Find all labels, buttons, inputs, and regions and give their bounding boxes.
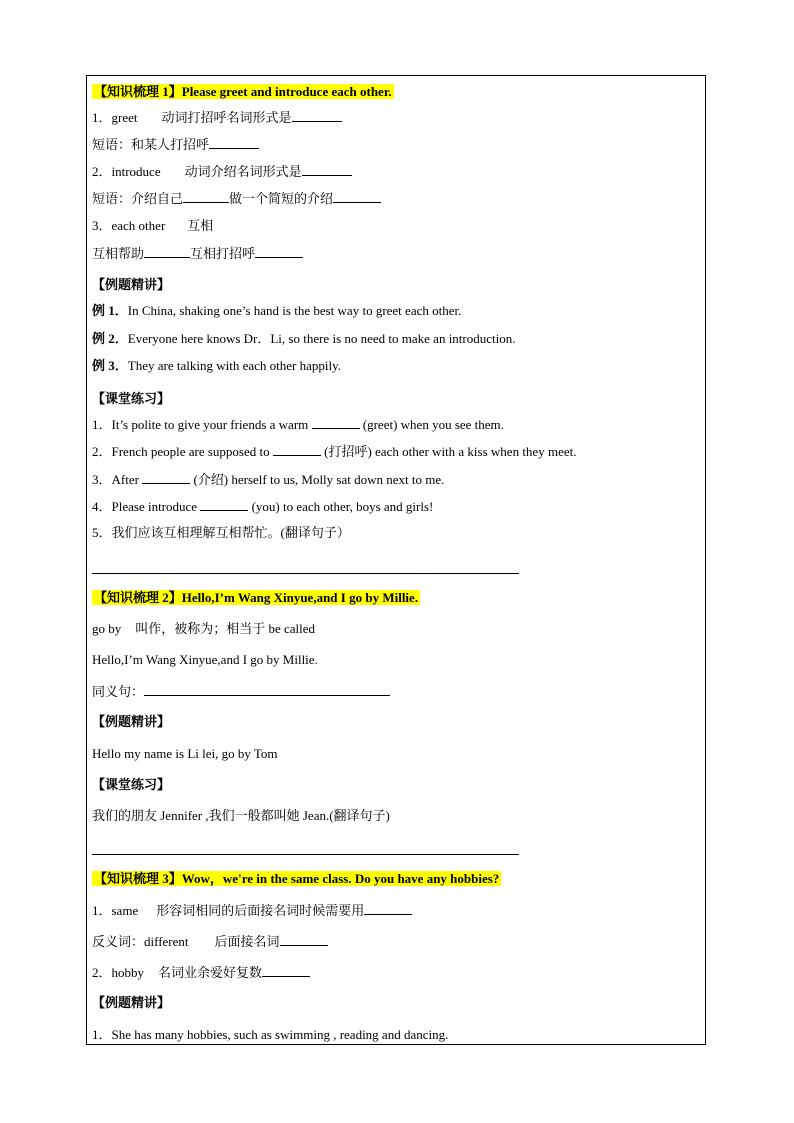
s1-example-heading: 【例题精讲】: [92, 277, 171, 292]
s3-line-3: 2．hobby 名词业余爱好复数: [92, 963, 310, 982]
s1-example-2: 例 2．Everyone here knows Dr．Li, so there is no need to make an introduction.: [92, 331, 516, 346]
s2-example-heading: 【例题精讲】: [92, 714, 171, 729]
s1-line-1: 1．greet 动词打招呼名词形式是: [92, 108, 342, 127]
s1-line-2: 短语：和某人打招呼: [92, 135, 259, 154]
answer-line[interactable]: [92, 854, 519, 855]
s1-practice-5: 5．我们应该互相理解互相帮忙。(翻译句子）: [92, 525, 350, 540]
s3-line-1: 1．same 形容词相同的后面接名词时候需要用: [92, 901, 412, 920]
section-3-title: 【知识梳理 3】Wow，we're in the same class. Do you have any hobbies?: [94, 871, 500, 886]
s1-line-4: 短语：介绍自己 做一个简短的介绍: [92, 189, 381, 208]
s2-practice-heading: 【课堂练习】: [92, 777, 171, 792]
s1-practice-4: 4．Please introduce (you) to each other, boys and girls!: [92, 499, 434, 514]
s1-example-1: 例 1．In China, shaking one’s hand is the best way to greet each other.: [92, 303, 462, 318]
section-2-title: 【知识梳理 2】Hello,I’m Wang Xinyue,and I go by Millie.: [94, 590, 419, 605]
s2-example-1: Hello my name is Li lei, go by Tom: [92, 746, 278, 761]
answer-blank[interactable]: [292, 108, 342, 122]
answer-blank[interactable]: [333, 189, 381, 203]
s2-line-1: go by 叫作，被称为；相当于 be called: [92, 621, 316, 636]
answer-blank[interactable]: [255, 244, 303, 258]
answer-blank[interactable]: [280, 932, 328, 946]
s1-line-3: 2．introduce 动词介绍名词形式是: [92, 162, 352, 181]
s1-example-3: 例 3．They are talking with each other happily.: [92, 358, 341, 373]
s1-practice-heading: 【课堂练习】: [92, 391, 171, 406]
s3-example-1: 1．She has many hobbies, such as swimming , reading and dancing.: [92, 1027, 449, 1042]
answer-blank[interactable]: [209, 135, 259, 149]
s1-practice-1: 1．It’s polite to give your friends a warm (greet) when you see them.: [92, 417, 504, 432]
answer-blank[interactable]: [200, 497, 248, 511]
s3-line-2: 反义词：different 后面接名词: [92, 932, 328, 951]
answer-blank[interactable]: [262, 963, 310, 977]
s2-line-3: 同义句：: [92, 682, 390, 701]
answer-blank[interactable]: [144, 682, 390, 696]
answer-blank[interactable]: [364, 901, 412, 915]
s1-line-6: 互相帮助 互相打招呼: [92, 244, 303, 263]
s1-practice-3: 3．After (介绍) herself to us, Molly sat down next to me.: [92, 472, 445, 487]
answer-blank[interactable]: [144, 244, 190, 258]
s1-line-5: 3．each other 互相: [92, 218, 214, 233]
answer-line[interactable]: [92, 573, 519, 574]
s1-practice-2: 2．French people are supposed to (打招呼) each other with a kiss when they meet.: [92, 444, 577, 459]
s3-example-heading: 【例题精讲】: [92, 995, 171, 1010]
s2-practice-1: 我们的朋友 Jennifer ,我们一般都叫她 Jean.(翻译句子): [92, 808, 390, 823]
answer-blank[interactable]: [273, 442, 321, 456]
answer-blank[interactable]: [302, 162, 352, 176]
section-1-title: 【知识梳理 1】Please greet and introduce each other.: [94, 84, 392, 99]
answer-blank[interactable]: [183, 189, 229, 203]
answer-blank[interactable]: [312, 415, 360, 429]
answer-blank[interactable]: [142, 470, 190, 484]
s2-line-2: Hello,I’m Wang Xinyue,and I go by Millie.: [92, 652, 318, 667]
